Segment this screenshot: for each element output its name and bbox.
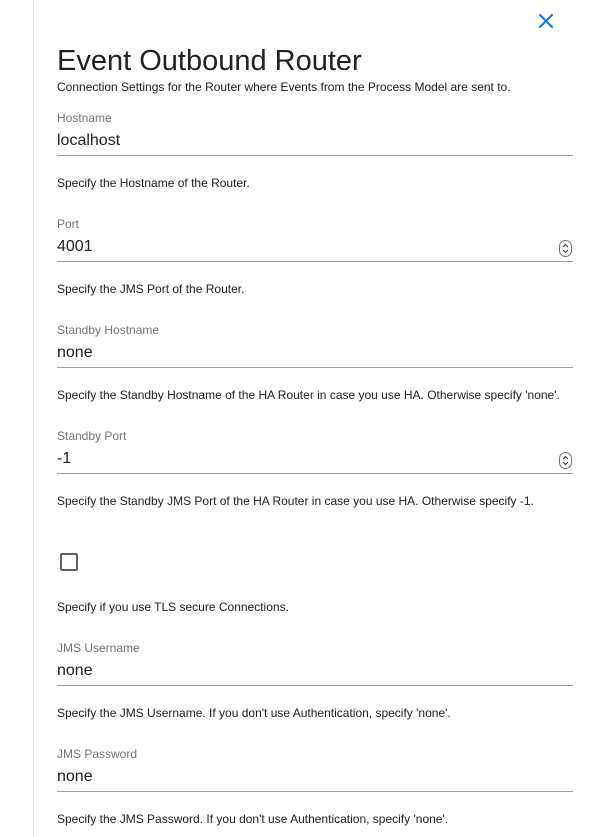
tls-checkbox[interactable] (60, 553, 78, 571)
port-field (57, 217, 573, 262)
jms-password-label: JMS Password (57, 747, 138, 761)
port-label: Port (57, 217, 80, 231)
hostname-input-row (57, 129, 573, 156)
standby-hostname-input-row (57, 341, 573, 368)
stepper-arrows-icon (560, 241, 571, 256)
port-input-row (57, 235, 573, 262)
stepper-arrows-icon (560, 453, 571, 468)
tls-hint: Specify if you use TLS secure Connections. (57, 600, 289, 614)
jms-username-input[interactable] (57, 659, 573, 683)
close-icon (536, 11, 556, 31)
port-input[interactable] (57, 235, 573, 259)
jms-username-field (57, 641, 573, 686)
left-gutter (0, 0, 34, 837)
hostname-hint: Specify the Hostname of the Router. (57, 176, 250, 190)
standby-hostname-label: Standby Hostname (57, 323, 160, 337)
jms-username-hint: Specify the JMS Username. If you don't use Authentication, specify 'none'. (57, 706, 451, 720)
port-hint: Specify the JMS Port of the Router. (57, 282, 245, 296)
standby-port-field (57, 429, 573, 474)
jms-password-hint: Specify the JMS Password. If you don't use Authentication, specify 'none'. (57, 812, 449, 826)
standby-hostname-field (57, 323, 573, 368)
jms-password-input[interactable] (57, 765, 573, 789)
jms-password-field (57, 747, 573, 792)
close-button[interactable] (536, 11, 556, 31)
standby-port-input[interactable] (57, 447, 573, 471)
jms-username-label: JMS Username (57, 641, 140, 655)
page-title: Event Outbound Router (57, 45, 362, 77)
standby-port-stepper[interactable] (559, 452, 572, 469)
hostname-field (57, 111, 573, 156)
standby-hostname-input[interactable] (57, 341, 573, 365)
jms-username-input-row (57, 659, 573, 686)
standby-port-label: Standby Port (57, 429, 127, 443)
standby-hostname-hint: Specify the Standby Hostname of the HA Router in case you use HA. Otherwise specify 'none'. (57, 388, 560, 402)
hostname-label: Hostname (57, 111, 112, 125)
settings-panel (34, 0, 596, 837)
standby-port-input-row (57, 447, 573, 474)
jms-password-input-row (57, 765, 573, 792)
page-subtitle: Connection Settings for the Router where Events from the Process Model are sent to. (57, 80, 511, 94)
standby-port-hint: Specify the Standby JMS Port of the HA Router in case you use HA. Otherwise specify -1. (57, 494, 534, 508)
port-stepper[interactable] (559, 240, 572, 257)
hostname-input[interactable] (57, 129, 573, 153)
